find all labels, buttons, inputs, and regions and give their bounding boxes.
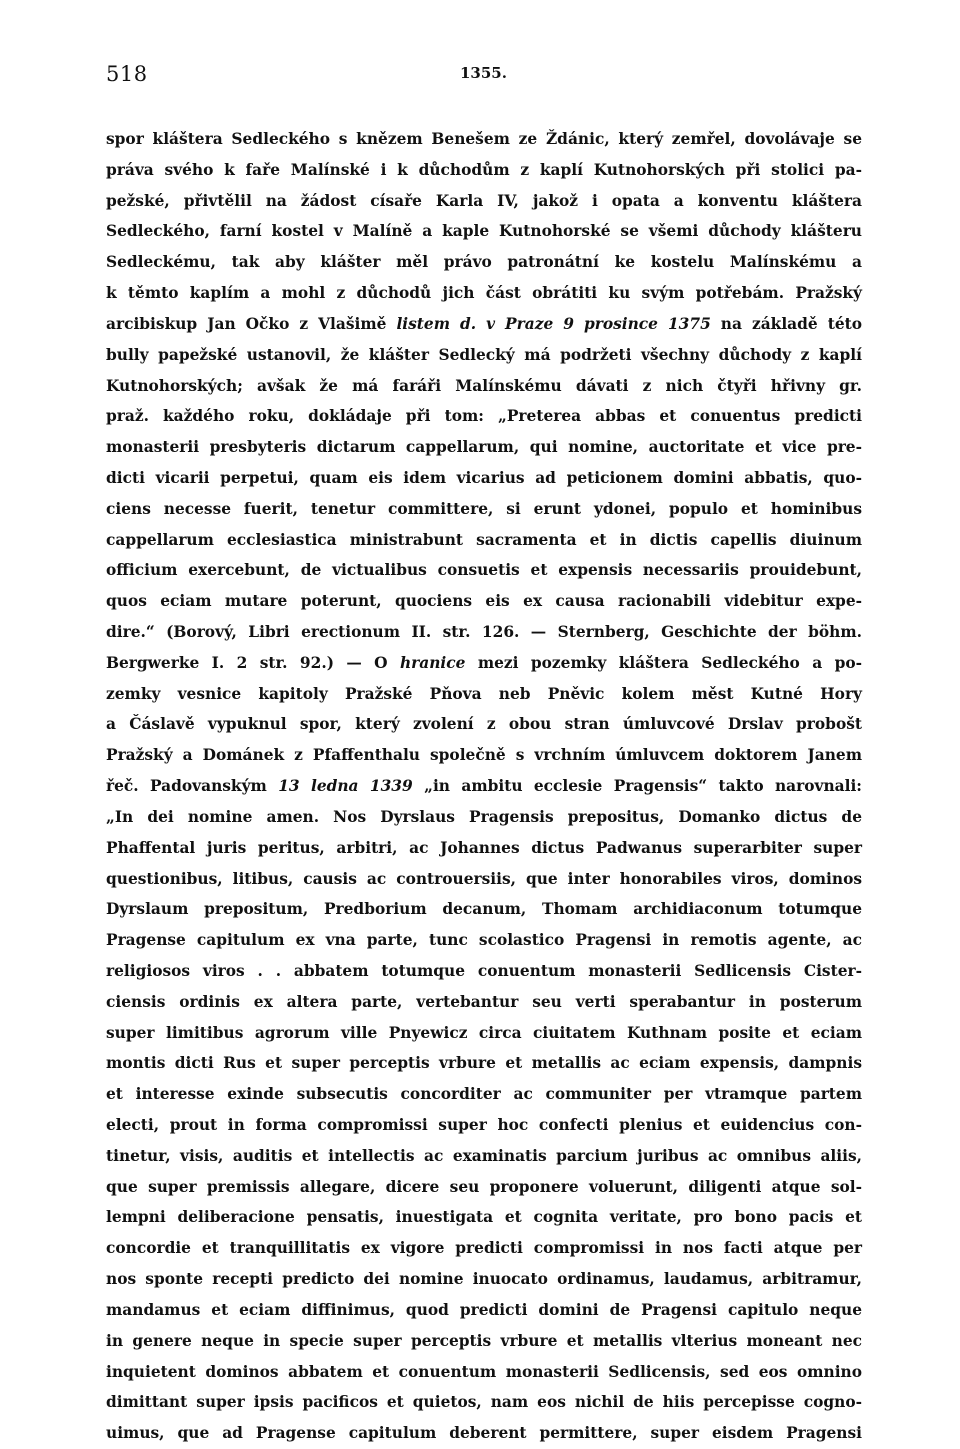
text-line [106, 1202, 862, 1233]
text-segment: bully papežské ustanovil, že klášter Sedlecký má podržeti všechny důchody z kaplí [106, 345, 862, 364]
text-line [106, 432, 862, 463]
text-segment: k těmto kaplím a mohl z důchodů jich část obrátiti ku svým potřebám. Pražský [106, 284, 862, 303]
text-line [106, 216, 862, 247]
text-segment: officium exercebunt, de victualibus consuetis et expensis necessariis prouidebunt, [106, 561, 862, 580]
text-line [106, 617, 862, 648]
text-line [106, 1264, 862, 1295]
text-segment: řeč. Padovanským [106, 777, 279, 796]
text-segment: electi, prout in forma compromissi super hoc confecti plenius et euidencius con- [106, 1116, 862, 1134]
text-segment: dire.“ (Borový, Libri erectionum II. str. 126. — Sternberg, Geschichte der böhm. [106, 623, 862, 641]
text-segment: que super premissis allegare, dicere seu proponere voluerunt, diligenti atque sol- [106, 1177, 862, 1196]
text-segment: Dyrslaum prepositum, Predborium decanum, Thomam archidiaconum totumque [106, 900, 862, 919]
text-line [106, 1418, 862, 1449]
text-segment: nos sponte recepti predicto dei nomine inuocato ordinamus, laudamus, arbitramur, [106, 1270, 862, 1289]
text-line [106, 463, 862, 494]
text-segment: Pragense capitulum ex vna parte, tunc scolastico Pragensi in remotis agente, ac [106, 931, 862, 950]
text-line [106, 802, 862, 833]
text-segment: concordie et tranquillitatis ex vigore predicti compromissi in nos facti atque per [106, 1239, 862, 1258]
text-segment: Sedleckého, farní kostel v Malíně a kaple Kutnohorské se všemi důchody klášteru [106, 222, 862, 241]
text-segment: praž. každého roku, dokládaje při tom: „Preterea abbas et conuentus predicti [106, 407, 862, 426]
text-line [106, 709, 862, 740]
text-line [106, 1110, 862, 1141]
text-segment: spor kláštera Sedleckého s knězem Benešem ze Ždánic, který zemřel, dovolávaje se [106, 130, 862, 148]
italic-text-segment: hranice [399, 653, 466, 672]
text-segment: religiosos viros . . abbatem totumque conuentum monasterii Sedlicensis Cister- [106, 961, 862, 980]
text-line [106, 1079, 862, 1110]
text-line [106, 371, 862, 402]
text-line [106, 1295, 862, 1326]
text-line [106, 1233, 862, 1264]
text-segment: pežské, přivtělil na žádost císaře Karla IV, jakož i opata a konventu kláštera [106, 191, 862, 210]
text-line [106, 155, 862, 186]
text-line [106, 124, 862, 155]
text-line [106, 1018, 862, 1049]
text-segment: a Čáslavě vypuknul spor, který zvolení z obou stran úmluvcové Drslav probošt [106, 715, 862, 734]
text-line [106, 555, 862, 586]
text-line [106, 247, 862, 278]
text-line [106, 648, 862, 679]
text-segment: Kutnohorských; avšak že má faráři Malínskému dávati z nich čtyři hřivny gr. [106, 376, 862, 395]
text-segment: dicti vicarii perpetui, quam eis idem vicarius ad peticionem domini abbatis, quo- [106, 468, 862, 487]
text-segment: dimittant super ipsis pacificos et quietos, nam eos nichil de hiis percepisse cogno- [106, 1393, 862, 1412]
text-segment: in genere neque in specie super perceptis vrbure et metallis vlterius moneant nec [106, 1331, 862, 1350]
text-segment: Sedleckému, tak aby klášter měl právo patronátní ke kostelu Malínskému a [106, 253, 862, 272]
text-line [106, 1387, 862, 1418]
text-segment: Pražský a Dománek z Pfaffenthalu společně s vrchním úmluvcem doktorem Janem [106, 746, 862, 765]
text-line [106, 987, 862, 1018]
text-line [106, 679, 862, 710]
italic-text-segment: listem d. v Praze 9 prosince 1375 [396, 314, 711, 333]
text-line [106, 401, 862, 432]
text-segment: questionibus, litibus, causis ac controuersiis, que inter honorabiles viros, dominos [106, 869, 862, 888]
text-line [106, 340, 862, 371]
text-segment: super limitibus agrorum ville Pnyewicz circa ciuitatem Kuthnam posite et eciam [106, 1023, 862, 1042]
text-segment: zemky vesnice kapitoly Pražské Pňova neb Pněvic kolem měst Kutné Hory [106, 684, 862, 703]
text-segment: lempni deliberacione pensatis, inuestigata et cognita veritate, pro bono pacis et [106, 1208, 862, 1227]
text-line [106, 309, 862, 340]
text-segment: arcibiskup Jan Očko z Vlašimě [106, 314, 397, 333]
text-segment: tinetur, visis, auditis et intellectis ac examinatis parcium juribus ac omnibus aliis, [106, 1146, 862, 1165]
text-line [106, 894, 862, 925]
text-line [106, 1357, 862, 1388]
text-segment: ciensis ordinis ex altera parte, vertebantur seu verti sperabantur in posterum [106, 992, 862, 1011]
text-line [106, 186, 862, 217]
italic-text-segment: 13 ledna 1339 [278, 777, 413, 796]
text-line [106, 833, 862, 864]
text-line [106, 525, 862, 556]
text-segment: inquietent dominos abbatem et conuentum monasterii Sedlicensis, sed eos omnino [106, 1362, 862, 1381]
text-segment: montis dicti Rus et super perceptis vrbure et metallis ac eciam expensis, dampnis [106, 1054, 862, 1073]
text-line [106, 278, 862, 309]
text-segment: cappellarum ecclesiastica ministrabunt sacramenta et in dictis capellis diuinum [106, 530, 862, 549]
text-line [106, 771, 862, 802]
body-text [106, 124, 862, 1449]
text-line [106, 1048, 862, 1079]
text-line [106, 956, 862, 987]
text-segment: uimus, que ad Pragense capitulum deberent permittere, super eisdem Pragensi [106, 1424, 862, 1443]
text-line [106, 740, 862, 771]
text-segment: „In dei nomine amen. Nos Dyrslaus Pragensis prepositus, Domanko dictus de [106, 807, 862, 826]
text-segment: mezi pozemky kláštera Sedleckého a po- [465, 653, 862, 672]
text-segment: quos eciam mutare poterunt, quociens eis ex causa racionabili videbitur expe- [106, 592, 862, 611]
text-line [106, 864, 862, 895]
text-segment: et interesse exinde subsecutis concorditer ac communiter per vtramque partem [106, 1085, 862, 1104]
page-number: 518 [106, 62, 148, 86]
text-line [106, 586, 862, 617]
text-segment: mandamus et eciam diffinimus, quod predicti domini de Pragensi capitulo neque [106, 1300, 862, 1319]
text-segment: monasterii presbyteris dictarum cappellarum, qui nomine, auctoritate et vice pre- [106, 438, 862, 457]
text-line [106, 1172, 862, 1203]
text-line [106, 925, 862, 956]
text-line [106, 1326, 862, 1357]
text-segment: ciens necesse fuerit, tenetur committere, si erunt ydonei, populo et hominibus [106, 499, 862, 518]
text-segment: práva svého k faře Malínské i k důchodům z kaplí Kutnohorských při stolici pa- [106, 160, 862, 179]
running-head-year: 1355. [460, 64, 507, 82]
text-segment: Phaffental juris peritus, arbitri, ac Johannes dictus Padwanus superarbiter super [106, 838, 862, 857]
text-line [106, 1141, 862, 1172]
text-segment: Bergwerke I. 2 str. 92.) — O [106, 653, 400, 672]
text-segment: na základě této [710, 314, 862, 333]
text-segment: „in ambitu ecclesie Pragensis“ takto narovnali: [412, 777, 862, 796]
text-line [106, 494, 862, 525]
